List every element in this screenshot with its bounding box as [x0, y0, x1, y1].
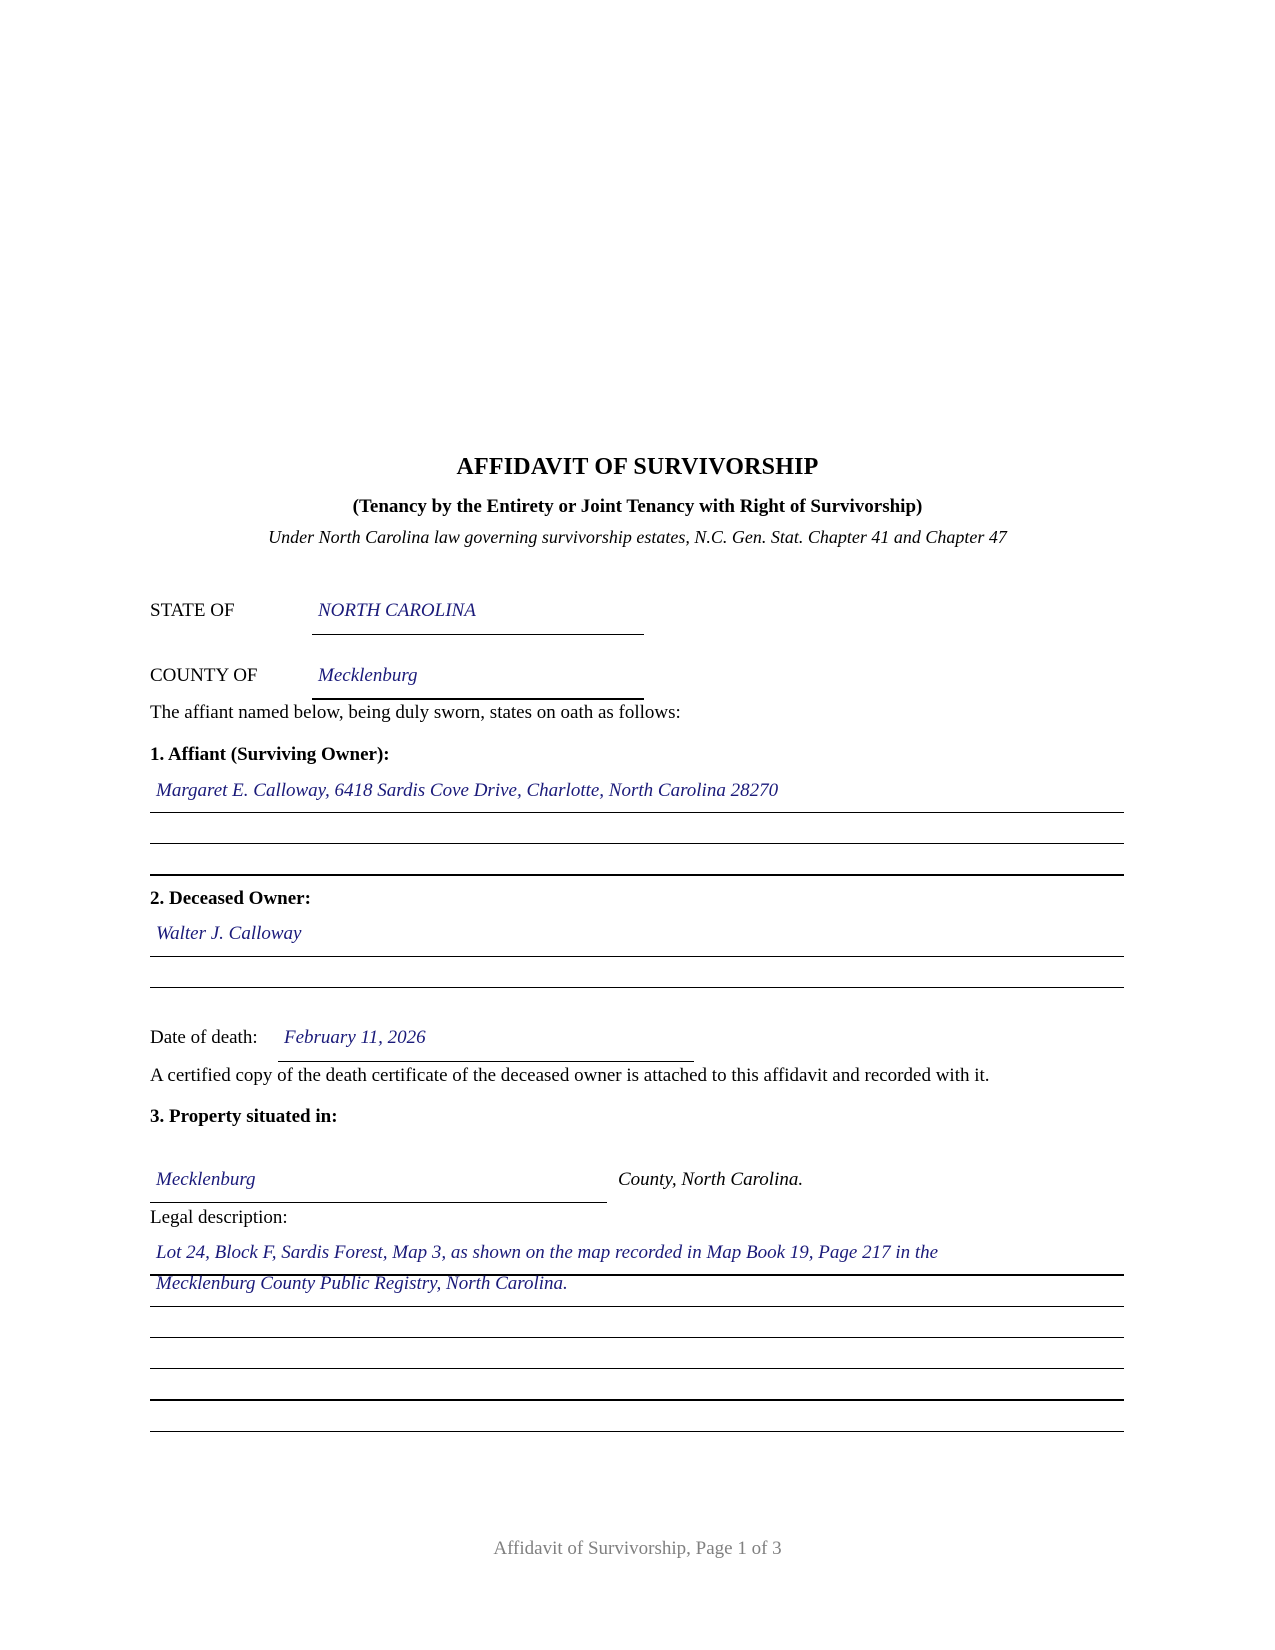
document-subtitle: (Tenancy by the Entirety or Joint Tenancy with Right of Survivorship)	[352, 496, 923, 517]
date-of-death-field[interactable]: February 11, 2026	[284, 1027, 426, 1048]
legal-description-line2[interactable]: Mecklenburg County Public Registry, North Carolina.	[156, 1273, 568, 1294]
state-label: STATE OF	[150, 600, 235, 621]
legal-reference: Under North Carolina law governing survivorship estates, N.C. Gen. Stat. Chapter 41 and Chapter 47	[268, 527, 1007, 547]
legal-description-line1[interactable]: Lot 24, Block F, Sardis Forest, Map 3, as shown on the map recorded in Map Book 19, Page 217 in the	[156, 1242, 939, 1263]
page-footer: Affidavit of Survivorship, Page 1 of 3	[493, 1538, 782, 1559]
section3-heading: 3. Property situated in:	[150, 1106, 338, 1127]
intro-text: The affiant named below, being duly sworn, states on oath as follows:	[150, 702, 681, 723]
property-county-suffix: County, North Carolina.	[618, 1169, 804, 1190]
state-underline	[312, 634, 644, 635]
county-field[interactable]: Mecklenburg	[318, 665, 418, 686]
legal-line-5	[150, 1399, 1124, 1401]
legal-description-label: Legal description:	[150, 1207, 288, 1228]
affiant-field[interactable]: Margaret E. Calloway, 6418 Sardis Cove Drive, Charlotte, North Carolina 28270	[156, 780, 779, 801]
property-county-underline	[150, 1202, 607, 1203]
section2-heading: 2. Deceased Owner:	[150, 888, 311, 909]
date-of-death-underline	[278, 1061, 694, 1062]
county-underline	[312, 698, 644, 700]
deceased-line-1	[150, 956, 1124, 957]
affiant-line-1	[150, 812, 1124, 813]
certificate-note: A certified copy of the death certificate of the deceased owner is attached to this affidavit and recorded with it.	[150, 1065, 990, 1086]
affiant-line-2	[150, 843, 1124, 844]
legal-line-2	[150, 1306, 1124, 1307]
section1-heading: 1. Affiant (Surviving Owner):	[150, 744, 390, 765]
legal-line-4	[150, 1368, 1124, 1369]
property-county-field[interactable]: Mecklenburg	[156, 1169, 256, 1190]
document-title: AFFIDAVIT OF SURVIVORSHIP	[456, 454, 819, 480]
legal-line-6	[150, 1431, 1124, 1432]
deceased-field[interactable]: Walter J. Calloway	[156, 923, 302, 944]
affiant-line-3	[150, 874, 1124, 876]
date-of-death-label: Date of death:	[150, 1027, 258, 1048]
deceased-line-2	[150, 987, 1124, 988]
state-field[interactable]: NORTH CAROLINA	[318, 600, 476, 621]
county-label: COUNTY OF	[150, 665, 258, 686]
legal-line-3	[150, 1337, 1124, 1338]
